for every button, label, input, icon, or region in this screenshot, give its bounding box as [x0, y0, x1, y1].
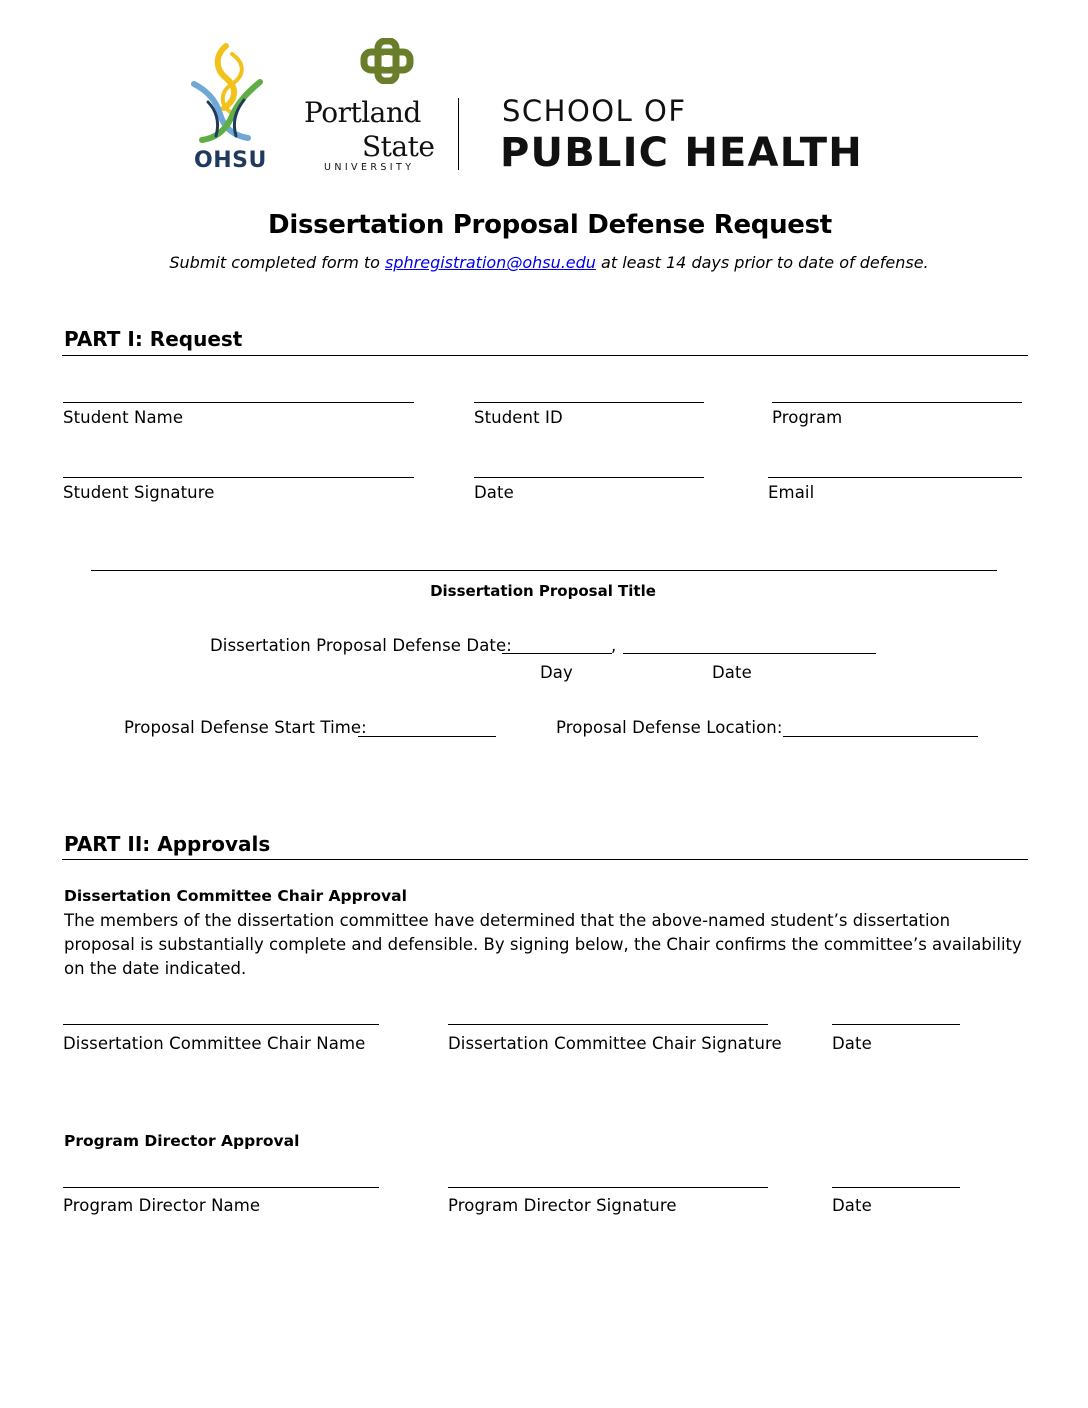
- day-label: Day: [540, 663, 573, 682]
- student-name-field[interactable]: [63, 402, 414, 403]
- part1-heading: PART I: Request: [64, 327, 243, 351]
- student-signature-label: Student Signature: [63, 483, 215, 502]
- ohsu-logo-text: OHSU: [194, 148, 267, 173]
- email-label: Email: [768, 483, 815, 502]
- subtitle-text-after: at least 14 days prior to date of defense.: [595, 253, 929, 272]
- psu-logo-line2: State: [362, 130, 435, 163]
- location-field[interactable]: [783, 736, 978, 737]
- chair-signature-label: Dissertation Committee Chair Signature: [448, 1034, 782, 1053]
- chair-date-label: Date: [832, 1034, 872, 1053]
- proposal-title-label: Dissertation Proposal Title: [430, 582, 656, 600]
- director-signature-field[interactable]: [448, 1187, 768, 1188]
- director-name-label: Program Director Name: [63, 1196, 261, 1215]
- logo-divider: [458, 98, 459, 170]
- defense-date-label: Dissertation Proposal Defense Date:: [210, 636, 512, 655]
- defense-date-comma: ,: [611, 636, 617, 655]
- student-id-label: Student ID: [474, 408, 563, 427]
- date-sub-label: Date: [712, 663, 752, 682]
- school-name-line2: PUBLIC HEALTH: [500, 130, 863, 176]
- student-date-label: Date: [474, 483, 514, 502]
- defense-day-field[interactable]: [502, 653, 612, 654]
- page-subtitle: [0, 253, 1088, 272]
- chair-signature-field[interactable]: [448, 1024, 768, 1025]
- chair-name-label: Dissertation Committee Chair Name: [63, 1034, 366, 1053]
- psu-cross-icon: [358, 38, 418, 84]
- part2-heading: PART II: Approvals: [64, 832, 271, 856]
- psu-logo-line3: UNIVERSITY: [324, 162, 415, 173]
- page-title: Dissertation Proposal Defense Request: [268, 210, 832, 240]
- start-time-label: Proposal Defense Start Time:: [124, 718, 367, 737]
- student-signature-field[interactable]: [63, 477, 414, 478]
- registration-email-link[interactable]: sphregistration@ohsu.edu: [385, 253, 596, 272]
- part1-rule: [62, 355, 1028, 356]
- chair-approval-paragraph: The members of the dissertation committee have determined that the above-named student’s dissertation proposal is substantially complete and defensible. By signing below, the Chair confirms the committee’s availability on the date indicated.: [64, 911, 1022, 978]
- director-name-field[interactable]: [63, 1187, 379, 1188]
- program-label: Program: [772, 408, 843, 427]
- subtitle-text-before: Submit completed form to: [169, 253, 386, 272]
- part2-rule: [62, 859, 1028, 860]
- email-field[interactable]: [768, 477, 1022, 478]
- psu-logo-line1: Portland: [304, 96, 421, 129]
- student-id-field[interactable]: [474, 402, 704, 403]
- program-field[interactable]: [772, 402, 1022, 403]
- chair-name-field[interactable]: [63, 1024, 379, 1025]
- school-name-line1: SCHOOL OF: [502, 94, 687, 128]
- psu-logo: [300, 38, 435, 174]
- student-name-label: Student Name: [63, 408, 184, 427]
- ohsu-flame-icon: [186, 42, 266, 152]
- director-date-label: Date: [832, 1196, 872, 1215]
- director-date-field[interactable]: [832, 1187, 960, 1188]
- location-label: Proposal Defense Location:: [556, 718, 783, 737]
- director-approval-heading: Program Director Approval: [64, 1132, 300, 1150]
- chair-approval-heading: Dissertation Committee Chair Approval: [64, 887, 407, 905]
- start-time-field[interactable]: [358, 736, 496, 737]
- student-date-field[interactable]: [474, 477, 704, 478]
- chair-date-field[interactable]: [832, 1024, 960, 1025]
- ohsu-logo: [186, 42, 266, 176]
- director-signature-label: Program Director Signature: [448, 1196, 677, 1215]
- proposal-title-field[interactable]: [91, 570, 997, 571]
- defense-date-field[interactable]: [623, 653, 876, 654]
